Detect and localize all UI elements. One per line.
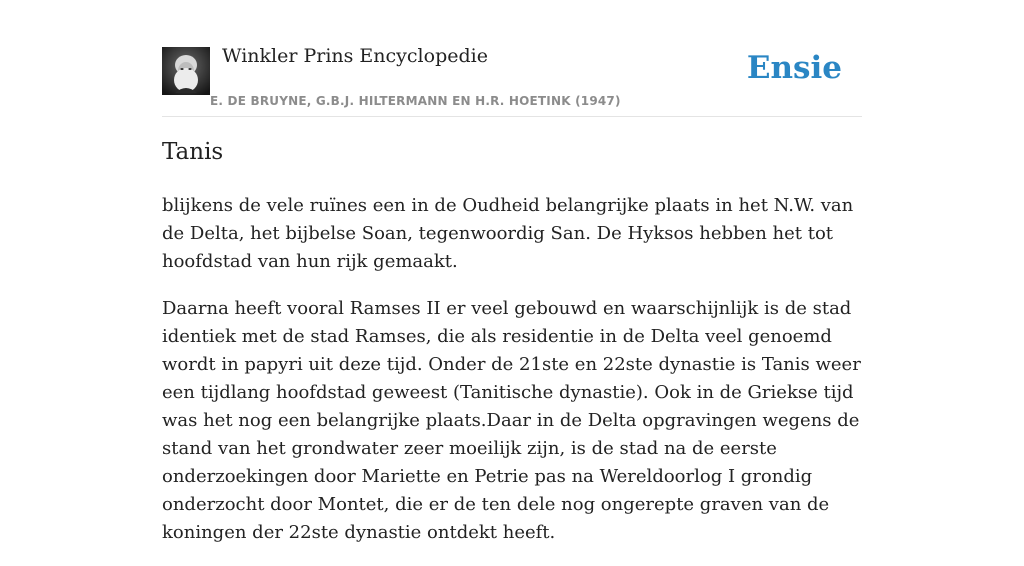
article-paragraph: Daarna heeft vooral Ramses II er veel gebouwd en waarschijnlijk is de stad identiek met de stad Ramses, die als residentie in de Delta veel genoemd wordt in papyri uit deze tijd. Onder de 21ste en 22ste dynastie is Tanis weer een tijdlang hoofdstad geweest (Tanitische dynastie). Ook in de Griekse tijd was het nog een belangrijke plaats.Daar in de Delta opgravingen wegens de stand van het grondwater zeer moeilijk zijn, is de stad na de eerste onderzoekingen door Mariette en Petrie pas na Wereldoorlog I grondig onderzocht door Montet, die er de ten dele nog ongerepte graven van de koningen der 22ste dynastie ontdekt heeft.: [162, 298, 861, 543]
article-title: Tanis: [162, 139, 224, 165]
source-title[interactable]: Winkler Prins Encyclopedie: [222, 45, 488, 67]
ensie-logo[interactable]: Ensie: [746, 50, 842, 86]
author-avatar[interactable]: [162, 47, 210, 95]
article-body: [162, 192, 872, 566]
source-header: [162, 0, 862, 117]
article-paragraph: blijkens de vele ruïnes een in de Oudheid belangrijke plaats in het N.W. van de Delta, het bijbelse Soan, tegenwoordig San. De Hyksos hebben het tot hoofdstad van hun rijk gemaakt.: [162, 195, 854, 272]
portrait-image: [162, 47, 210, 95]
source-authors: E. DE BRUYNE, G.B.J. HILTERMANN EN H.R. HOETINK (1947): [210, 94, 621, 108]
